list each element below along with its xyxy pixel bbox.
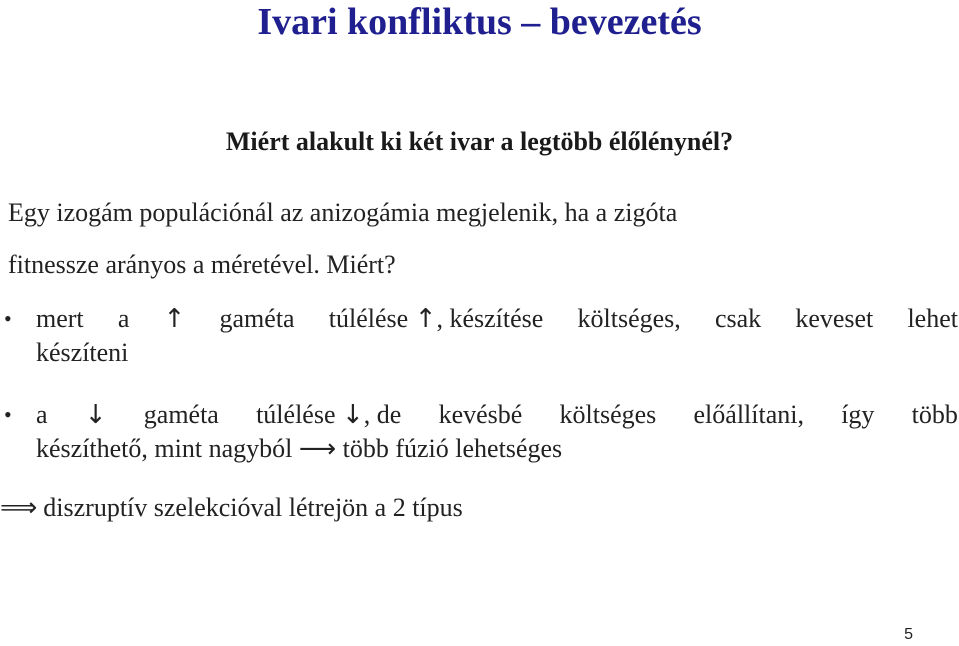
arrow-up-icon: ↑ [414, 304, 437, 334]
arrow-down-icon: ↓ [84, 400, 107, 430]
word: túlélése [256, 400, 336, 429]
bullet-item-2 [4, 398, 958, 466]
arrow-down-icon: ↓ [342, 400, 364, 430]
word-group [329, 302, 544, 336]
bullet-item-1 [4, 302, 958, 370]
word: lehet [907, 304, 958, 333]
bullet-1-line-1 [36, 302, 958, 336]
question-heading: Miért alakult ki két ivar a legtöbb élőlénynél? [225, 127, 734, 156]
bullet-1-line-2: készíteni [36, 338, 129, 367]
bullet-2-line-1 [36, 398, 958, 432]
page-number: 5 [904, 626, 913, 643]
text: készíthető, mint nagyból [36, 434, 293, 463]
intro-line-1: Egy izogám populációnál az anizogámia megjelenik, ha a zigóta [8, 198, 678, 227]
word: csak [714, 304, 762, 333]
word: több [911, 400, 958, 429]
double-right-arrow-icon: ⟹ [0, 493, 38, 523]
word: a [36, 400, 48, 429]
word: előállítani, [693, 400, 804, 429]
word: , készítése [436, 304, 544, 333]
word: a [117, 304, 130, 333]
slide-title: Ivari konfliktus – bevezetés [257, 1, 702, 43]
long-right-arrow-icon: ⟶ [298, 434, 337, 464]
word: keveset [795, 304, 874, 333]
word: mert [36, 304, 84, 333]
arrow-up-icon: ↑ [163, 304, 186, 334]
word: , de [363, 400, 402, 429]
bullet-dot-icon: • [4, 402, 12, 427]
word: túlélése [328, 304, 409, 333]
conclusion [0, 490, 463, 526]
bullet-dot-icon: • [4, 306, 12, 331]
word: kevésbé [438, 400, 523, 429]
word: költséges [559, 400, 657, 429]
word: költséges, [577, 304, 681, 333]
bullet-2-line-2 [36, 432, 958, 466]
intro-paragraph [8, 187, 948, 291]
word: gaméta [143, 400, 219, 429]
word: gaméta [219, 304, 295, 333]
word: így [841, 400, 875, 429]
word-group [256, 398, 401, 432]
conclusion-text: diszruptív szelekcióval létrejön a 2 típus [43, 493, 463, 522]
text: több fúzió lehetséges [342, 434, 563, 463]
intro-line-2: fitnessze arányos a méretével. Miért? [8, 250, 396, 279]
